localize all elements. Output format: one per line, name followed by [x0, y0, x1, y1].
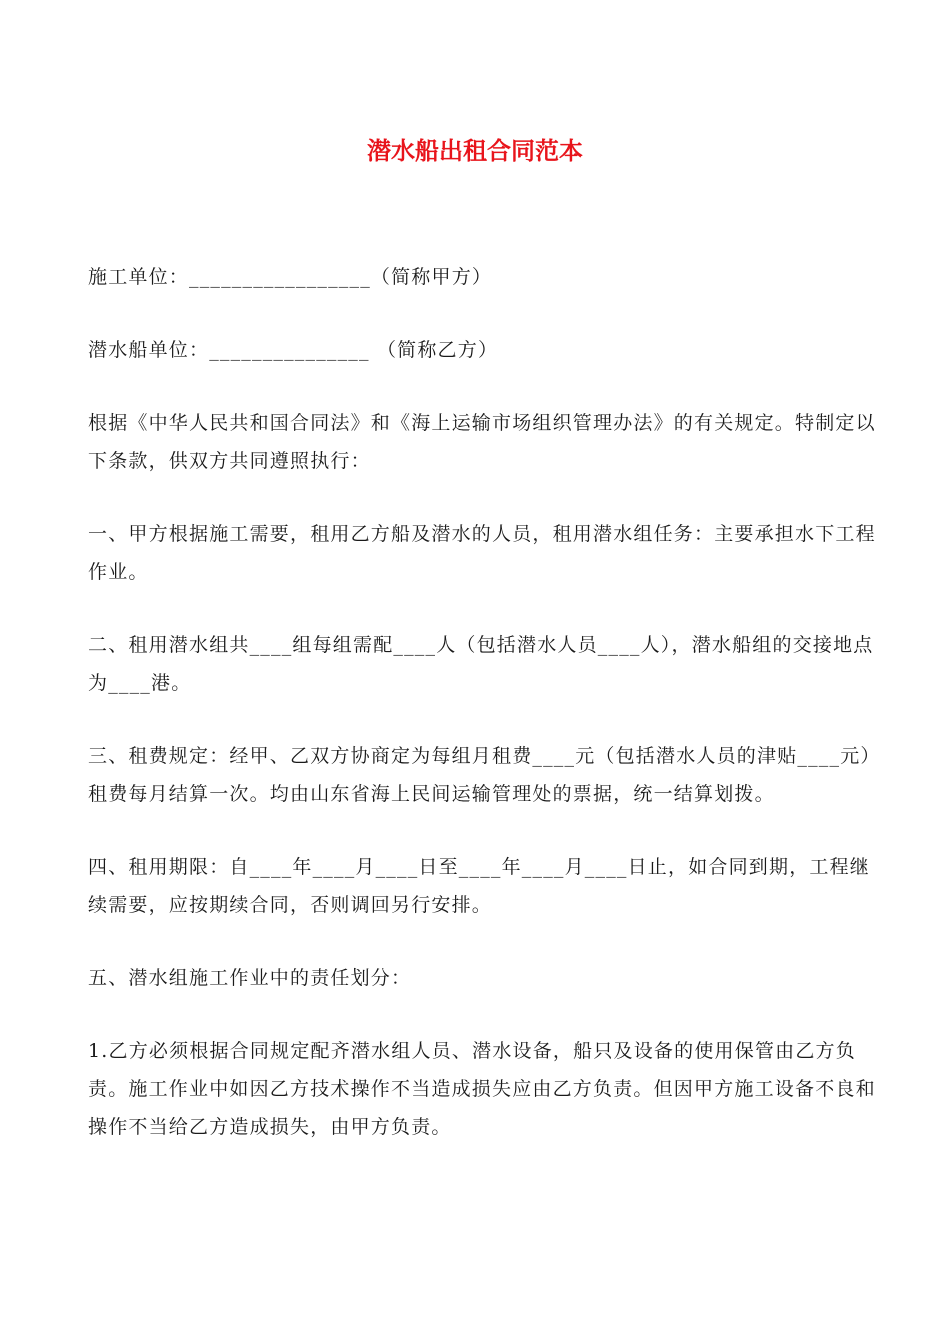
document-title: 潜水船出租合同范本 [367, 137, 583, 165]
clause-2: 二、租用潜水组共____组每组需配____人（包括潜水人员____人），潜水船组的交接地点为____港。 [88, 634, 874, 694]
clause-1: 一、甲方根据施工需要，租用乙方船及潜水的人员，租用潜水组任务：主要承担水下工程作业。 [88, 523, 876, 583]
clause-4: 四、租用期限：自____年____月____日至____年____月____日止，如合同到期，工程继续需要，应按期续合同，否则调回另行安排。 [88, 856, 871, 916]
clause-3: 三、租费规定：经甲、乙双方协商定为每组月租费____元（包括潜水人员的津贴____元）租费每月结算一次。均由山东省海上民间运输管理处的票据，统一结算划拨。 [88, 745, 881, 805]
party-b-line: 潜水船单位：_______________ （简称乙方） [88, 339, 499, 361]
clause-5-heading: 五、潜水组施工作业中的责任划分： [88, 967, 412, 989]
clause-5-item-1: 1.乙方必须根据合同规定配齐潜水组人员、潜水设备，船只及设备的使用保管由乙方负责。施工作业中如因乙方技术操作不当造成损失应由乙方负责。但因甲方施工设备不良和操作不当给乙方造成损失，由甲方负责。 [88, 1040, 876, 1138]
document-body [88, 258, 888, 1181]
preamble-paragraph: 根据《中华人民共和国合同法》和《海上运输市场组织管理办法》的有关规定。特制定以下条款，供双方共同遵照执行： [88, 412, 876, 472]
party-a-line: 施工单位：_________________（简称甲方） [88, 266, 493, 288]
